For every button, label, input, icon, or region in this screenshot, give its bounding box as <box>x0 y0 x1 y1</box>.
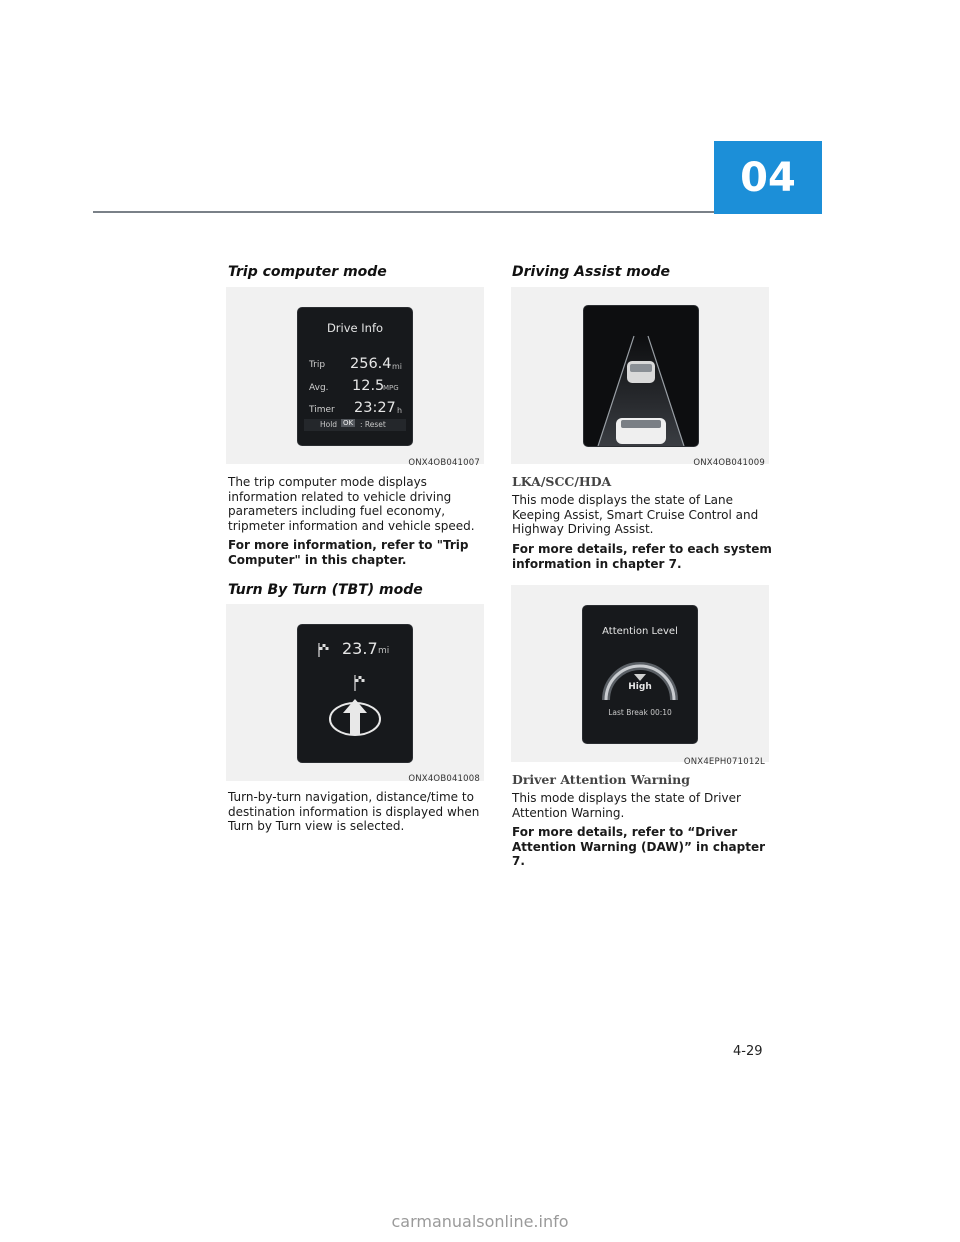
trip-note: For more information, refer to "Trip Computer" in this chapter. <box>228 538 469 567</box>
tbt-body: Turn-by-turn navigation, distance/time to destination information is displayed when Turn by Turn view is selected. <box>228 790 480 833</box>
row-label: Avg. <box>309 383 329 393</box>
figure-code: ONX4EPH071012L <box>683 757 765 767</box>
row-unit: mi <box>392 362 403 371</box>
row-unit: h <box>397 406 403 415</box>
daw-figure <box>511 585 769 762</box>
daw-screen <box>583 606 697 743</box>
trip-heading: Trip computer mode <box>228 264 387 280</box>
tbt-unit: mi <box>378 646 390 656</box>
tbt-distance: 23.7 <box>342 639 378 658</box>
assist-body: This mode displays the state of Lane Keeping Assist, Smart Cruise Control and Highway Driving Assist. <box>512 493 759 536</box>
page-number: 4-29 <box>733 1044 763 1059</box>
daw-level: High <box>628 682 652 692</box>
figure-code: ONX4OB041009 <box>693 458 765 468</box>
screen-title: Drive Info <box>326 321 384 335</box>
trip-screen <box>298 308 412 445</box>
figure-code: ONX4OB041008 <box>408 774 480 784</box>
trip-body: The trip computer mode displays information related to vehicle driving parameters including fuel economy, tripmeter information and vehicle speed. <box>228 475 475 533</box>
daw-subheading: Driver Attention Warning <box>512 772 690 787</box>
hold-label: Hold <box>320 420 338 429</box>
chapter-tab <box>714 141 822 214</box>
flag-icon <box>318 643 330 657</box>
attention-gauge-icon <box>600 648 680 708</box>
row-label: Timer <box>309 405 335 415</box>
assist-subheading: LKA/SCC/HDA <box>512 474 612 489</box>
assist-figure <box>511 287 769 464</box>
assist-heading: Driving Assist mode <box>512 264 671 280</box>
daw-note: For more details, refer to “Driver Attention Warning (DAW)” in chapter 7. <box>512 825 765 868</box>
row-value: 23:27 <box>354 400 396 416</box>
turn-arrow-icon <box>325 673 385 749</box>
assist-note: For more details, refer to each system information in chapter 7. <box>512 542 772 571</box>
ok-key: OK <box>343 419 354 427</box>
row-value: 256.4 <box>350 356 392 372</box>
row-unit: MPG <box>383 384 399 392</box>
reset-label: : Reset <box>360 420 386 429</box>
tbt-figure <box>226 604 484 781</box>
figure-code: ONX4OB041007 <box>408 458 480 468</box>
assist-screen <box>584 306 698 446</box>
watermark[interactable] <box>0 1212 960 1231</box>
row-value: 12.5 <box>352 378 385 394</box>
watermark-text[interactable]: carmanualsonline.info <box>391 1212 569 1231</box>
lane-road-graphic <box>584 306 698 446</box>
header-rule <box>93 211 714 213</box>
tbt-heading: Turn By Turn (TBT) mode <box>228 582 423 598</box>
row-label: Trip <box>309 360 326 370</box>
chapter-number: 04 <box>740 154 796 201</box>
daw-title: Attention Level <box>602 626 678 637</box>
tbt-screen <box>298 625 412 762</box>
reset-bar <box>304 419 406 431</box>
daw-last-break: Last Break 00:10 <box>608 708 672 717</box>
daw-body: This mode displays the state of Driver Attention Warning. <box>512 791 741 820</box>
trip-figure <box>226 287 484 464</box>
